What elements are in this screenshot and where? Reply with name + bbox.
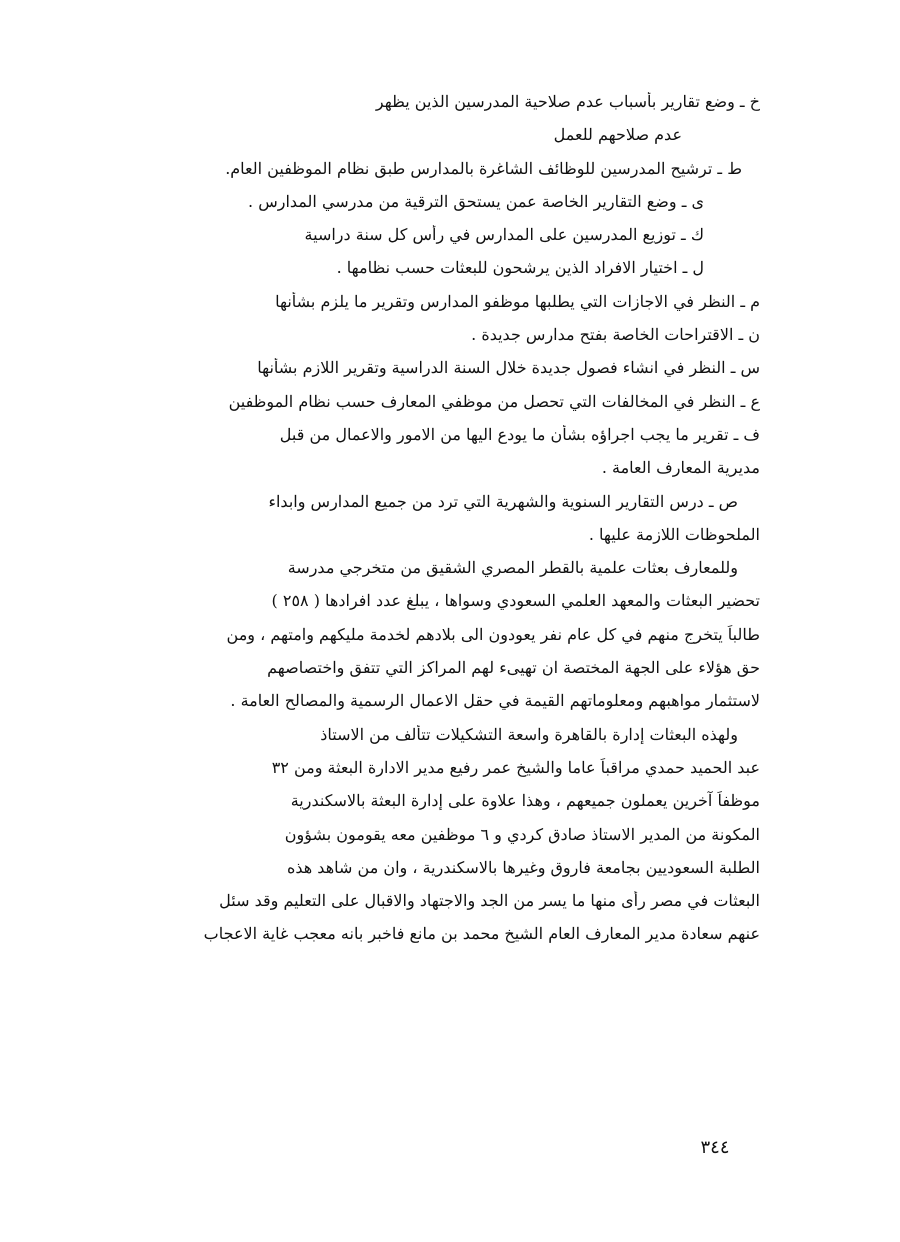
text-line: البعثات في مصر رأى منها ما يسر من الجد والاجتهاد والاقبال على التعليم وقد سئل [219,891,760,911]
text-line: حق هؤلاء على الجهة المختصة ان تهيىء لهم المراكز التي تتفق واختصاصهم [267,658,760,678]
text-line: عدم صلاحهم للعمل [553,125,682,145]
text-line: عبد الحميد حمدي مراقباً عاما والشيخ عمر رفيع مدير الادارة البعثة ومن ٣٢ [271,757,760,777]
text-line: الطلبة السعوديين بجامعة فاروق وغيرها بالاسكندرية ، وان من شاهد هذه [287,857,760,877]
text-line: طالباً يتخرج منهم في كل عام نفر يعودون الى بلادهم لخدمة مليكهم وامتهم ، ومن [226,624,760,644]
text-line: ع ـ النظر في المخالفات التي تحصل من موظفي المعارف حسب نظام الموظفين [228,391,760,411]
text-line: ن ـ الاقتراحات الخاصة بفتح مدارس جديدة . [471,325,760,345]
text-line: ل ـ اختيار الافراد الذين يرشحون للبعثات حسب نظامها . [336,258,704,278]
text-line: ك ـ توزيع المدرسين على المدارس في رأس كل سنة دراسية [304,225,704,245]
text-line: وللمعارف بعثات علمية بالقطر المصري الشقيق من متخرجي مدرسة [287,558,738,578]
text-line: ى ـ وضع التقارير الخاصة عمن يستحق الترقية من مدرسي المدارس . [248,191,704,211]
text-line: خ ـ وضع تقارير بأسباب عدم صلاحية المدرسين الذين يظهر [375,92,760,111]
text-line: ص ـ درس التقارير السنوية والشهرية التي ترد من جميع المدارس وابداء [268,491,738,511]
text-line: عنهم سعادة مدير المعارف العام الشيخ محمد بن مانع فاخبر بانه معجب غاية الاعجاب [203,924,760,944]
text-line: س ـ النظر في انشاء فصول جديدة خلال السنة الدراسية وتقرير اللازم بشأنها [257,358,760,378]
text-line: مديرية المعارف العامة . [601,458,760,478]
text-line: تحضير البعثات والمعهد العلمي السعودي وسواها ، يبلغ عدد افرادها ( ٢٥٨ ) [271,591,760,611]
page-number: ٣٤٤ [700,1137,730,1158]
text-line: المكونة من المدير الاستاذ صادق كردي و ٦ موظفين معه يقومون بشؤون [284,824,760,844]
document-page [140,92,760,958]
text-line: ولهذه البعثات إدارة بالقاهرة واسعة التشكيلات تتألف من الاستاذ [320,724,738,744]
text-line: موظفاً آخرين يعملون جميعهم ، وهذا علاوة على إدارة البعثة بالاسكندرية [290,791,760,811]
text-line: ط ـ ترشيح المدرسين للوظائف الشاغرة بالمدارس طبق نظام الموظفين العام. [225,158,742,178]
text-line: لاستثمار مواهبهم ومعلوماتهم القيمة في حقل الاعمال الرسمية والمصالح العامة . [230,691,760,711]
text-line: م ـ النظر في الاجازات التي يطلبها موظفو المدارس وتقرير ما يلزم بشأنها [275,291,760,311]
text-line: ف ـ تقرير ما يجب اجراؤه بشأن ما يودع اليها من الامور والاعمال من قبل [279,424,760,444]
text-line: الملحوظات اللازمة عليها . [588,524,760,544]
